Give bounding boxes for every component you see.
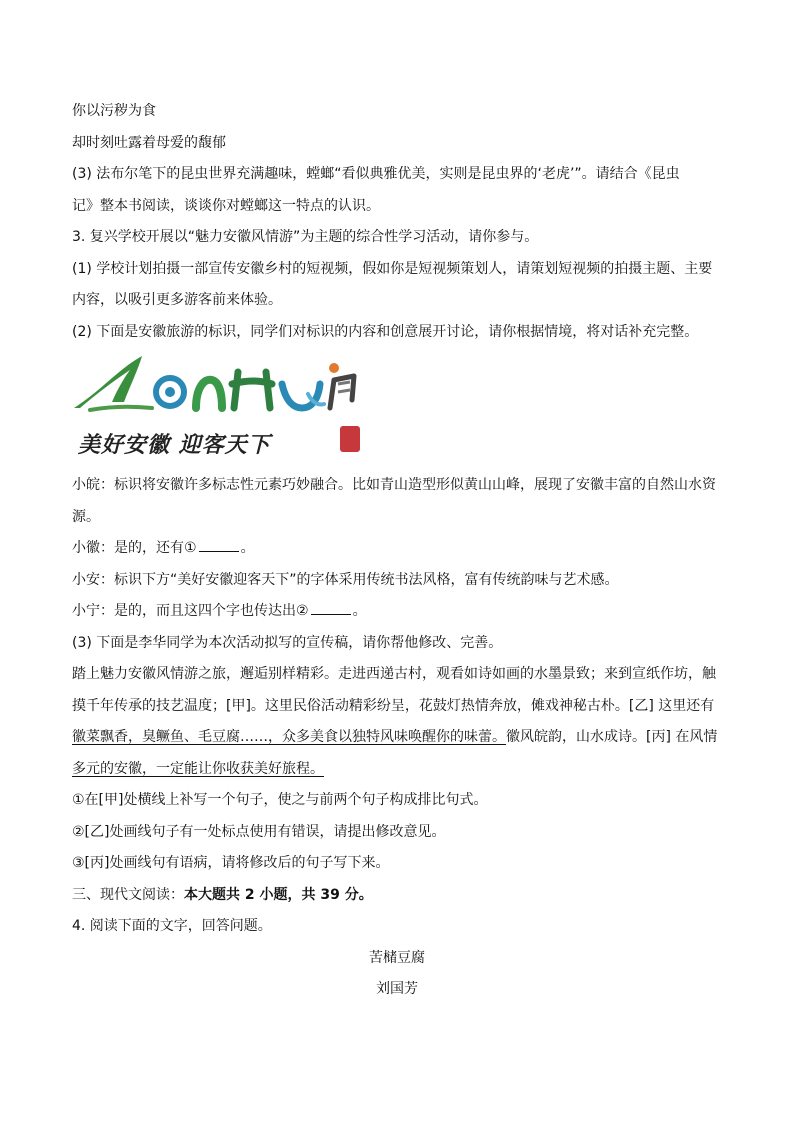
answer-blank-2[interactable] (311, 600, 351, 615)
dialogue-xiaoning (72, 596, 722, 628)
question-4: 4. 阅读下面的文字，回答问题。 (72, 918, 272, 934)
promo-paragraph-line-2: 摸千年传承的技艺温度；[甲]。这里民俗活动精彩纷呈，花鼓灯热情奔放，傩戏神秘古朴。[乙] 这里还有 (72, 697, 715, 714)
dialogue-xiaowan-2: 源。 (72, 508, 100, 525)
document-page (72, 96, 722, 1006)
dialogue-xiaowan-1: 小皖：标识将安徽许多标志性元素巧妙融合。比如青山造型形似黄山山峰，展现了安徽丰富的自然山水资 (72, 477, 716, 493)
promo-paragraph-line-4 (72, 754, 722, 786)
anhui-tourism-logo (72, 350, 362, 470)
task-3: ③[丙]处画线句有语病，请将修改后的句子写下来。 (72, 855, 390, 871)
article-author: 刘国芳 (376, 981, 418, 997)
logo-seal-stamp (340, 426, 360, 452)
subquestion-2-intro: (2) 下面是安徽旅游的标识，同学们对标识的内容和创意展开讨论，请你根据情境，将对话补充完整。 (72, 323, 699, 340)
dialogue-xiaohui (72, 533, 722, 565)
article-title: 苦槠豆腐 (369, 949, 425, 966)
section-heading (72, 880, 722, 912)
dialogue-xiaoning-text: 小宁：是的，而且这四个字也传达出② (72, 603, 309, 619)
logo-caption: 美好安徽 迎客天下 (78, 432, 271, 458)
section-heading-title: 三、现代文阅读： (72, 886, 184, 903)
promo-paragraph-line-3-rest: 徽风皖韵，山水成诗。[丙] 在风情 (506, 729, 718, 745)
subquestion-3-intro: (3) 下面是李华同学为本次活动拟写的宣传稿，请你帮他修改、完善。 (72, 634, 503, 651)
anhui-logo-graphic (72, 350, 362, 430)
dialogue-xiaoning-end: 。 (352, 603, 367, 619)
promo-paragraph-line-3 (72, 722, 722, 754)
dialogue-xiaoan: 小安：标识下方“美好安徽迎客天下”的字体采用传统书法风格，富有传统韵味与艺术感。 (72, 571, 619, 588)
question-3-line-1: (3) 法布尔笔下的昆虫世界充满趣味，螳螂“看似典雅优美，实则是昆虫界的‘老虎’”。请结合《昆虫 (72, 166, 680, 182)
section-heading-detail: 本大题共 2 小题，共 39 分。 (184, 886, 373, 903)
subquestion-1-line-1: (1) 学校计划拍摄一部宣传安徽乡村的短视频，假如你是短视频策划人，请策划短视频的拍摄主题、主要 (72, 260, 713, 277)
promo-paragraph-line-1: 踏上魅力安徽风情游之旅，邂逅别样精彩。走进西递古村，观看如诗如画的水墨景致；来到宣纸作坊，触 (72, 666, 716, 682)
answer-blank-1[interactable] (199, 537, 239, 552)
subquestion-1-line-2: 内容，以吸引更多游客前来体验。 (72, 292, 282, 308)
underlined-sentence-bing: 多元的安徽，一定能让你收获美好旅程。 (72, 760, 324, 777)
dialogue-xiaohui-text: 小徽：是的，还有① (72, 540, 197, 556)
poem-line-1: 你以污秽为食 (72, 103, 156, 119)
task-1: ①在[甲]处横线上补写一个句子，使之与前两个句子构成排比句式。 (72, 792, 488, 808)
question-3-line-2: 记》整本书阅读，谈谈你对螳螂这一特点的认识。 (72, 197, 380, 214)
underlined-sentence-yi: 徽菜飘香，臭鳜鱼、毛豆腐……，众多美食以独特风味唤醒你的味蕾。 (72, 729, 506, 745)
question-3-activity: 3. 复兴学校开展以“魅力安徽风情游”为主题的综合性学习活动，请你参与。 (72, 229, 539, 245)
task-2: ②[乙]处画线句子有一处标点使用有错误，请提出修改意见。 (72, 823, 446, 840)
poem-line-2: 却时刻吐露着母爱的馥郁 (72, 134, 226, 151)
dialogue-xiaohui-end: 。 (240, 540, 255, 556)
